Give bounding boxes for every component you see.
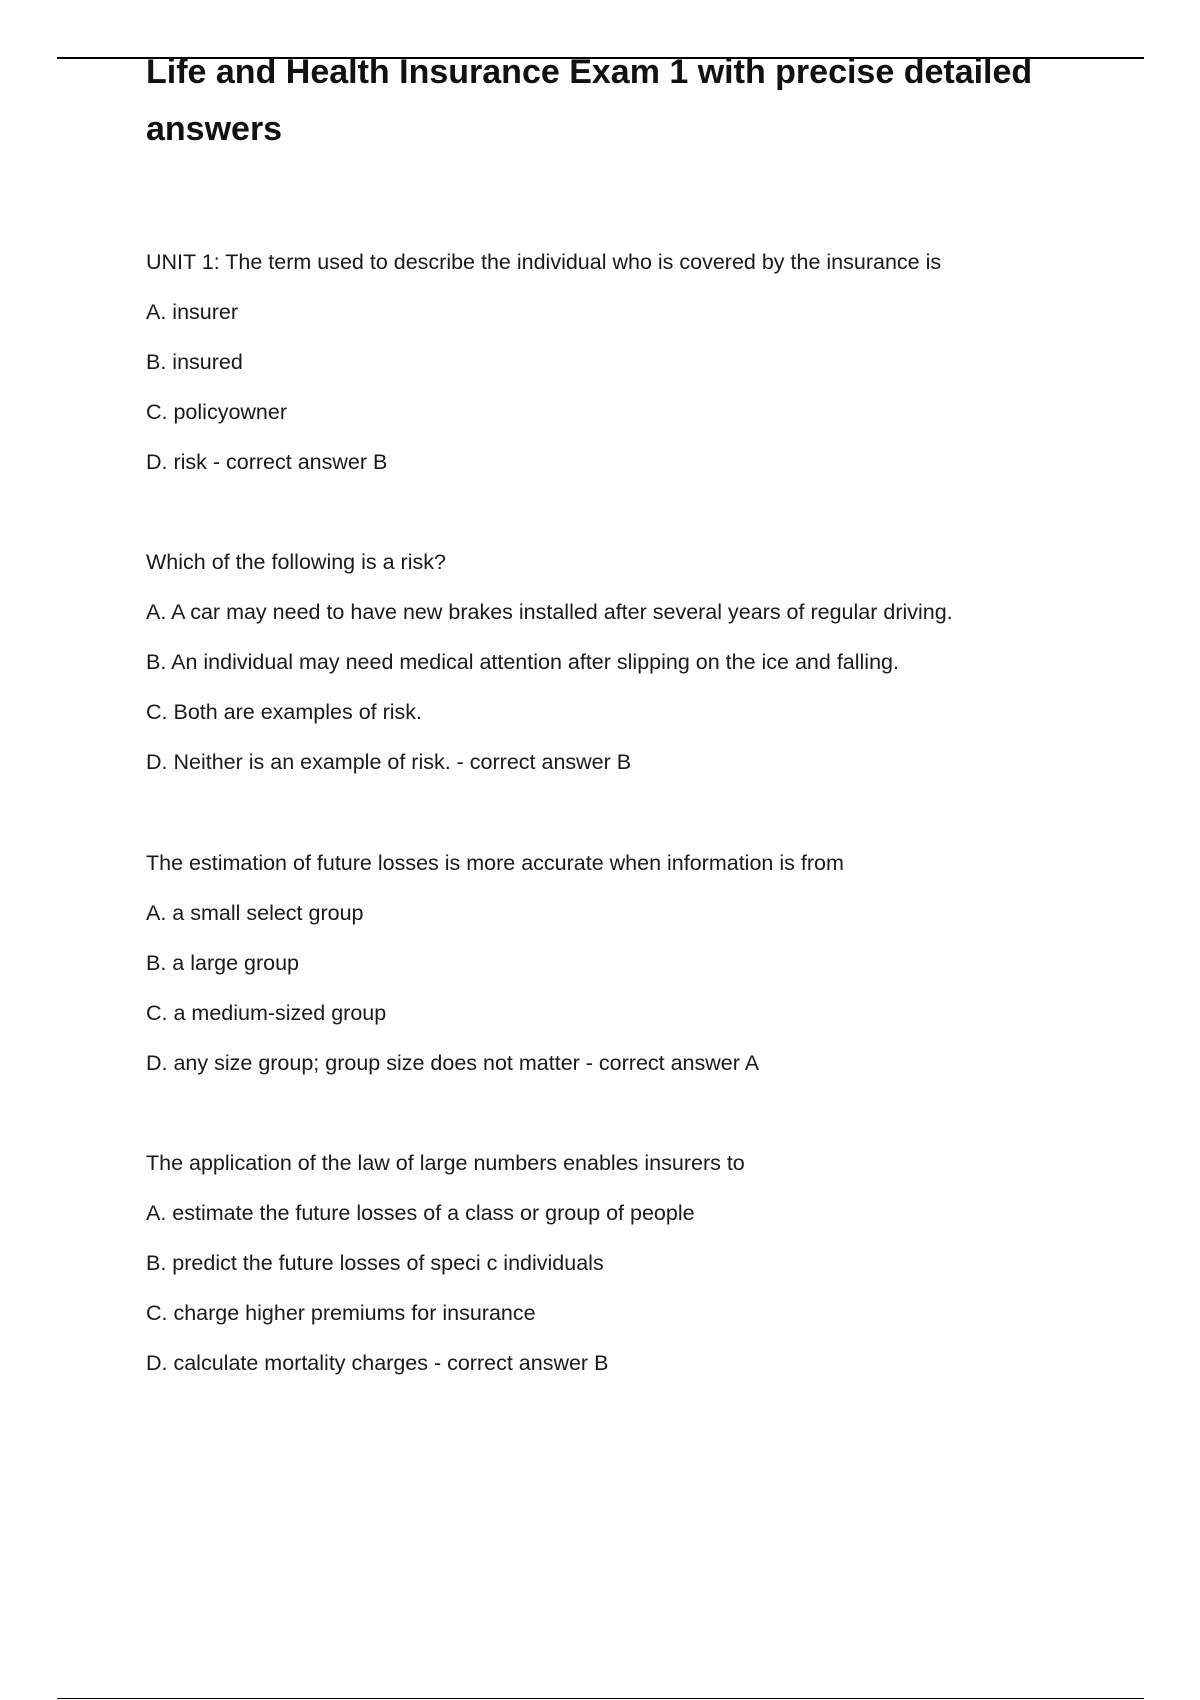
answer-option: D. Neither is an example of risk. - correct answer B [146,750,632,774]
bottom-divider [57,1698,1144,1699]
answer-option: B. An individual may need medical attention after slipping on the ice and falling. [146,650,899,674]
question-block [146,549,1126,775]
answer-option: A. insurer [146,300,239,324]
answer-option: C. Both are examples of risk. [146,700,423,724]
answer-option: A. estimate the future losses of a class or group of people [146,1201,695,1225]
answer-option: D. calculate mortality charges - correct answer B [146,1351,609,1375]
answer-option: B. a large group [146,951,299,975]
question-block [146,850,1126,1076]
answer-option: A. a small select group [146,901,364,925]
question-block [146,249,1126,475]
answer-option: B. predict the future losses of speci c individuals [146,1251,604,1275]
question-stem: The estimation of future losses is more accurate when information is from [146,851,844,875]
question-stem: The application of the law of large numbers enables insurers to [146,1151,745,1175]
answer-option: C. a medium-sized group [146,1001,387,1025]
document-title: Life and Health Insurance Exam 1 with precise detailed answers [146,53,1033,148]
answer-option: C. charge higher premiums for insurance [146,1301,536,1325]
answer-option: D. risk - correct answer B [146,450,388,474]
question-block [146,1150,1126,1376]
question-stem: Which of the following is a risk? [146,550,446,574]
answer-option: A. A car may need to have new brakes installed after several years of regular driving. [146,600,953,624]
answer-option: B. insured [146,350,243,374]
answer-option: D. any size group; group size does not matter - correct answer A [146,1051,760,1075]
answer-option: C. policyowner [146,400,287,424]
question-stem: UNIT 1: The term used to describe the individual who is covered by the insurance is [146,250,942,274]
